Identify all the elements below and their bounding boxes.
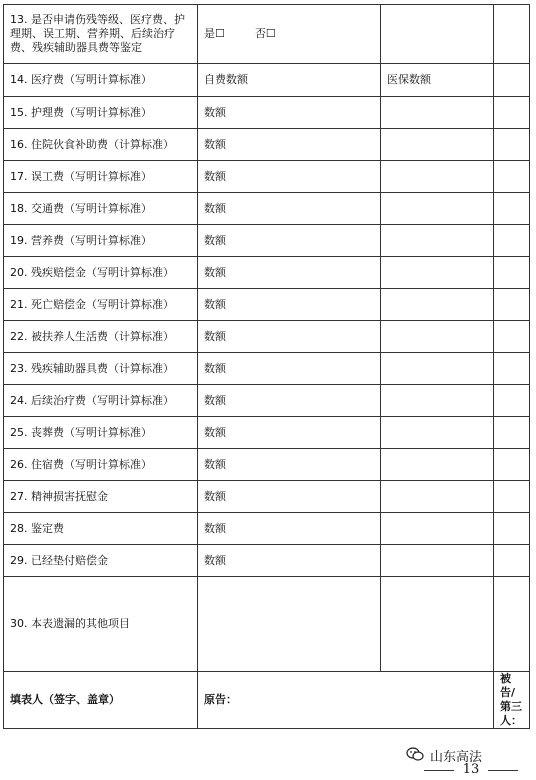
empty-cell xyxy=(494,161,530,193)
amount-cell: 数额 xyxy=(198,449,381,481)
empty-cell xyxy=(494,257,530,289)
empty-cell xyxy=(381,577,494,672)
table-row xyxy=(4,321,530,353)
item-label: 30. 本表遗漏的其他项目 xyxy=(4,577,198,672)
amount-cell: 数额 xyxy=(198,257,381,289)
appraisal-choice xyxy=(198,5,381,64)
empty-cell xyxy=(494,129,530,161)
amount-cell: 数额 xyxy=(198,417,381,449)
item-label: 29. 已经垫付赔偿金 xyxy=(4,545,198,577)
empty-cell xyxy=(381,545,494,577)
table-row xyxy=(4,161,530,193)
empty-cell xyxy=(381,417,494,449)
page-footer xyxy=(404,744,532,778)
table-row xyxy=(4,449,530,481)
plaintiff-signature-label: 原告： xyxy=(198,672,494,729)
amount-cell: 数额 xyxy=(198,97,381,129)
amount-cell: 数额 xyxy=(198,193,381,225)
no-checkbox[interactable]: 否☐ xyxy=(254,27,276,40)
amount-cell: 数额 xyxy=(198,513,381,545)
table-row xyxy=(4,513,530,545)
amount-cell: 数额 xyxy=(198,385,381,417)
item-label: 27. 精神损害抚慰金 xyxy=(4,481,198,513)
empty-cell xyxy=(381,289,494,321)
empty-cell xyxy=(381,161,494,193)
amount-cell: 数额 xyxy=(198,545,381,577)
empty-cell xyxy=(381,225,494,257)
insurance-amount: 医保数额 xyxy=(381,64,494,97)
table-row xyxy=(4,577,530,672)
page-number-block xyxy=(404,762,532,778)
item-label: 19. 营养费（写明计算标准） xyxy=(4,225,198,257)
amount-cell: 数额 xyxy=(198,481,381,513)
empty-cell xyxy=(494,321,530,353)
empty-cell xyxy=(381,321,494,353)
empty-cell xyxy=(494,97,530,129)
table-row xyxy=(4,353,530,385)
empty-cell xyxy=(494,545,530,577)
item-label: 13. 是否申请伤残等级、医疗费、护理期、误工期、营养期、后续治疗费、残疾辅助器具费等鉴定 xyxy=(4,5,198,64)
empty-cell xyxy=(381,449,494,481)
item-label: 17. 误工费（写明计算标准） xyxy=(4,161,198,193)
item-label: 15. 护理费（写明计算标准） xyxy=(4,97,198,129)
item-label: 24. 后续治疗费（写明计算标准） xyxy=(4,385,198,417)
empty-cell xyxy=(494,385,530,417)
table-row xyxy=(4,129,530,161)
table-row xyxy=(4,5,530,64)
table-row xyxy=(4,481,530,513)
table-row xyxy=(4,97,530,129)
empty-cell xyxy=(381,385,494,417)
amount-cell: 数额 xyxy=(198,321,381,353)
empty-cell xyxy=(494,64,530,97)
item-label: 26. 住宿费（写明计算标准） xyxy=(4,449,198,481)
defendant-signature-label: 被告/第三人： xyxy=(494,672,530,729)
table-row xyxy=(4,385,530,417)
page-number-rule-left xyxy=(424,770,454,771)
table-row xyxy=(4,225,530,257)
item-label: 23. 残疾辅助器具费（计算标准） xyxy=(4,353,198,385)
filler-signature-label: 填表人（签字、盖章） xyxy=(4,672,198,729)
page-number-rule-right xyxy=(488,770,518,771)
item-label: 14. 医疗费（写明计算标准） xyxy=(4,64,198,97)
signature-row xyxy=(4,672,530,729)
empty-cell xyxy=(381,257,494,289)
empty-cell xyxy=(494,481,530,513)
empty-cell xyxy=(494,353,530,385)
empty-cell xyxy=(381,5,494,64)
item-label: 20. 残疾赔偿金（写明计算标准） xyxy=(4,257,198,289)
table-row xyxy=(4,64,530,97)
table-row xyxy=(4,257,530,289)
page-number: 13 xyxy=(462,762,480,777)
empty-cell xyxy=(198,577,381,672)
empty-cell xyxy=(494,513,530,545)
empty-cell xyxy=(494,417,530,449)
empty-cell xyxy=(381,193,494,225)
empty-cell xyxy=(494,289,530,321)
amount-cell: 数额 xyxy=(198,353,381,385)
item-label: 18. 交通费（写明计算标准） xyxy=(4,193,198,225)
item-label: 16. 住院伙食补助费（计算标准） xyxy=(4,129,198,161)
table-row xyxy=(4,545,530,577)
empty-cell xyxy=(381,481,494,513)
empty-cell xyxy=(494,449,530,481)
amount-cell: 数额 xyxy=(198,129,381,161)
amount-cell: 数额 xyxy=(198,161,381,193)
empty-cell xyxy=(494,225,530,257)
empty-cell xyxy=(381,97,494,129)
brand-name: 山东高法 xyxy=(430,750,483,765)
compensation-form-table xyxy=(3,4,530,729)
empty-cell xyxy=(494,5,530,64)
empty-cell xyxy=(494,577,530,672)
table-row xyxy=(4,417,530,449)
table-row xyxy=(4,289,530,321)
self-paid-amount: 自费数额 xyxy=(198,64,381,97)
item-label: 28. 鉴定费 xyxy=(4,513,198,545)
empty-cell xyxy=(494,193,530,225)
item-label: 21. 死亡赔偿金（写明计算标准） xyxy=(4,289,198,321)
item-label: 22. 被扶养人生活费（计算标准） xyxy=(4,321,198,353)
wechat-icon xyxy=(406,747,424,761)
amount-cell: 数额 xyxy=(198,225,381,257)
empty-cell xyxy=(381,129,494,161)
item-label: 25. 丧葬费（写明计算标准） xyxy=(4,417,198,449)
empty-cell xyxy=(381,353,494,385)
table-row xyxy=(4,193,530,225)
amount-cell: 数额 xyxy=(198,289,381,321)
empty-cell xyxy=(381,513,494,545)
yes-checkbox[interactable]: 是☐ xyxy=(204,27,225,40)
